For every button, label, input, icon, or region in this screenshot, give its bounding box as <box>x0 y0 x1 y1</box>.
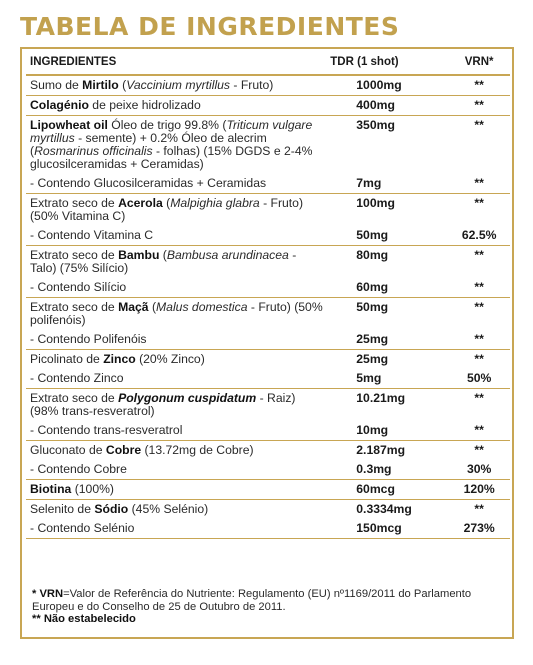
vrn-cell: ** <box>448 441 510 461</box>
vrn-cell: ** <box>448 96 510 116</box>
tdr-cell: 5mg <box>356 371 382 385</box>
footnote-vrn-mark: * VRN <box>32 588 64 600</box>
tdr-cell: 0.3334mg <box>328 500 448 520</box>
ingredient-cell: Extrato seco de Polygonum cuspidatum - Raiz) (98% trans-resveratrol) <box>26 389 328 422</box>
sub-ingredient-cell: - Contendo Cobre <box>30 462 127 476</box>
table-row <box>26 96 510 116</box>
vrn-cell: ** <box>474 78 484 92</box>
tdr-cell: 80mg <box>328 246 448 279</box>
vrn-cell: ** <box>448 350 510 370</box>
vrn-cell: ** <box>448 194 510 227</box>
table-row <box>26 246 510 279</box>
vrn-cell: 62.5% <box>461 228 497 242</box>
ingredients-table <box>26 52 510 539</box>
ingredient-cell: Sumo de Mirtilo (Vaccinium myrtillus - Fruto) <box>30 78 274 92</box>
ingredient-cell: Selenito de Sódio (45% Selénio) <box>26 500 328 520</box>
ingredient-cell: Extrato seco de Bambu (Bambusa arundinacea - Talo) (75% Silício) <box>26 246 328 279</box>
table-row <box>26 441 510 461</box>
ingredient-cell: Lipowheat oil Óleo de trigo 99.8% (Triticum vulgare myrtillus - semente) + 0.2% Óleo de alecrim (Rosmarinus officinalis - folhas) (15% DGDS e 2-4% glucosilceramidas + Ceramidas) <box>26 116 328 175</box>
header-tdr: TDR (1 shot) <box>328 52 448 75</box>
table-subrow <box>26 519 510 539</box>
tdr-cell: 350mg <box>328 116 448 175</box>
vrn-cell: ** <box>474 176 484 190</box>
footnote-vrn-text: =Valor de Referência do Nutriente: Regulamento (EU) nº1169/2011 do Parlamento Europeu e do Conselho de 25 de Outubro de 2011. <box>32 588 472 613</box>
vrn-cell: ** <box>448 246 510 279</box>
table-subrow <box>26 421 510 441</box>
vrn-cell: ** <box>448 298 510 331</box>
vrn-cell: ** <box>448 500 510 520</box>
vrn-cell: ** <box>474 280 484 294</box>
table-subrow <box>26 460 510 480</box>
table-row <box>26 75 510 96</box>
tdr-cell: 50mg <box>328 298 448 331</box>
tdr-cell: 400mg <box>328 96 448 116</box>
ingredient-cell: Picolinato de Zinco (20% Zinco) <box>26 350 328 370</box>
table-subrow <box>26 174 510 194</box>
ingredient-cell: Biotina (100%) <box>26 480 328 500</box>
tdr-cell: 60mcg <box>328 480 448 500</box>
vrn-cell: 30% <box>466 462 492 476</box>
header-vrn: VRN* <box>448 52 510 75</box>
sub-ingredient-cell: - Contendo trans-resveratrol <box>30 423 183 437</box>
sub-ingredient-cell: - Contendo Silício <box>30 280 127 294</box>
sub-ingredient-cell: - Contendo Glucosilceramidas + Ceramidas <box>30 176 267 190</box>
tdr-cell: 60mg <box>356 280 389 294</box>
table-row <box>26 500 510 520</box>
tdr-cell: 0.3mg <box>356 462 392 476</box>
ingredient-cell: Gluconato de Cobre (13.72mg de Cobre) <box>26 441 328 461</box>
table-subrow <box>26 226 510 246</box>
vrn-cell: ** <box>474 332 484 346</box>
sub-ingredient-cell: - Contendo Zinco <box>30 371 124 385</box>
tdr-cell: 100mg <box>328 194 448 227</box>
table-row <box>26 298 510 331</box>
ingredient-cell: Extrato seco de Acerola (Malpighia glabra - Fruto) (50% Vitamina C) <box>26 194 328 227</box>
tdr-cell: 1000mg <box>356 78 402 92</box>
vrn-cell: ** <box>448 116 510 175</box>
table-row <box>26 389 510 422</box>
table-subrow <box>26 369 510 389</box>
tdr-cell: 50mg <box>356 228 389 242</box>
ingredient-cell: Extrato seco de Maçã (Malus domestica - Fruto) (50% polifenóis) <box>26 298 328 331</box>
tdr-cell: 7mg <box>356 176 382 190</box>
sub-ingredient-cell: - Contendo Vitamina C <box>30 228 154 242</box>
header-ingredients: INGREDIENTES <box>26 52 328 75</box>
tdr-cell: 2.187mg <box>328 441 448 461</box>
sub-ingredient-cell: - Contendo Polifenóis <box>30 332 147 346</box>
vrn-cell: 50% <box>466 371 492 385</box>
table-subrow <box>26 330 510 350</box>
table-row <box>26 350 510 370</box>
footnote <box>32 588 502 626</box>
vrn-cell: ** <box>448 389 510 422</box>
table-row <box>26 116 510 175</box>
footnote-not-established: ** Não estabelecido <box>32 613 136 625</box>
tdr-cell: 25mg <box>328 350 448 370</box>
page-title: TABELA DE INGREDIENTES <box>20 12 400 41</box>
ingredient-cell: Colagénio de peixe hidrolizado <box>26 96 328 116</box>
sub-ingredient-cell: - Contendo Selénio <box>30 521 135 535</box>
vrn-cell: ** <box>474 423 484 437</box>
tdr-cell: 10mg <box>356 423 389 437</box>
table-bottom-rule <box>26 539 510 540</box>
vrn-cell: 120% <box>448 480 510 500</box>
vrn-cell: 273% <box>463 521 495 535</box>
tdr-cell: 10.21mg <box>328 389 448 422</box>
tdr-cell: 25mg <box>356 332 389 346</box>
table-row <box>26 480 510 500</box>
tdr-cell: 150mcg <box>356 521 402 535</box>
table-subrow <box>26 278 510 298</box>
table-row <box>26 194 510 227</box>
table-header-row <box>26 52 510 75</box>
